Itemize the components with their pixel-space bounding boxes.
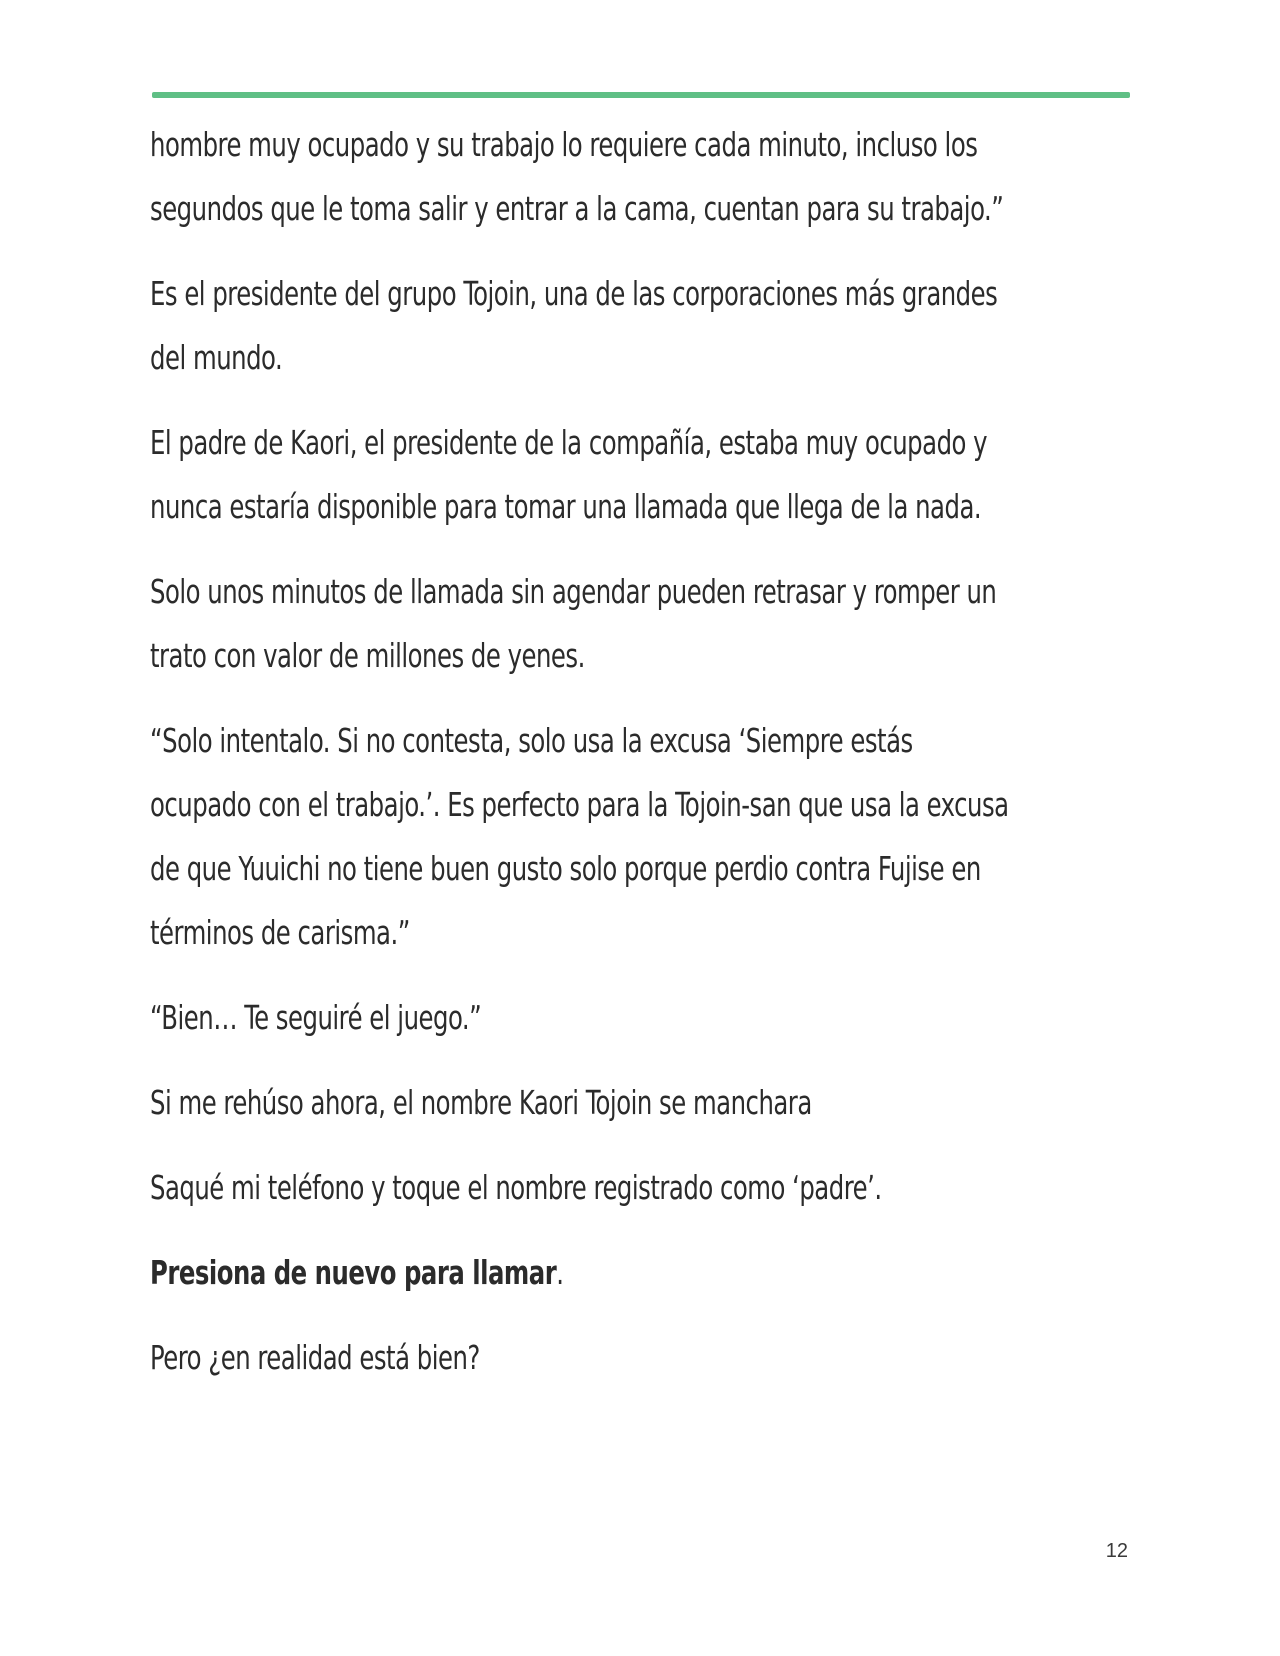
- paragraph: [150, 560, 1140, 688]
- body-text: [150, 113, 1140, 1411]
- text-line: del mundo.: [150, 338, 283, 377]
- text-line: hombre muy ocupado y su trabajo lo requiere cada minuto, incluso los: [150, 125, 978, 164]
- text-line: “Solo intentalo. Si no contesta, solo usa la excusa ‘Siempre estás: [150, 721, 913, 760]
- text-line: segundos que le toma salir y entrar a la cama, cuentan para su trabajo.”: [150, 189, 1004, 228]
- trailing-text: .: [556, 1253, 564, 1292]
- bold-text: Presiona de nuevo para llamar: [150, 1253, 557, 1292]
- paragraph-emphasis: [150, 1241, 1140, 1305]
- text-line: Saqué mi teléfono y toque el nombre registrado como ‘padre’.: [150, 1168, 882, 1207]
- page-number: 12: [1105, 1540, 1128, 1562]
- text-line: Pero ¿en realidad está bien?: [150, 1338, 480, 1377]
- text-line: El padre de Kaori, el presidente de la compañía, estaba muy ocupado y: [150, 423, 988, 462]
- paragraph: [150, 411, 1140, 539]
- paragraph: [150, 1326, 1140, 1390]
- paragraph: [150, 1071, 1140, 1135]
- text-line: términos de carisma.”: [150, 913, 410, 952]
- paragraph: [150, 1156, 1140, 1220]
- paragraph: [150, 262, 1140, 390]
- text-line: trato con valor de millones de yenes.: [150, 636, 585, 675]
- top-divider: [152, 92, 1130, 98]
- text-line: de que Yuuichi no tiene buen gusto solo porque perdio contra Fujise en: [150, 849, 981, 888]
- text-line: [150, 1241, 1140, 1305]
- text-line: Es el presidente del grupo Tojoin, una de las corporaciones más grandes: [150, 274, 998, 313]
- paragraph: [150, 709, 1140, 965]
- text-line: Solo unos minutos de llamada sin agendar pueden retrasar y romper un: [150, 572, 997, 611]
- paragraph: [150, 986, 1140, 1050]
- text-line: Si me rehúso ahora, el nombre Kaori Tojoin se manchara: [150, 1083, 812, 1122]
- text-line: nunca estaría disponible para tomar una llamada que llega de la nada.: [150, 487, 982, 526]
- text-line: “Bien… Te seguiré el juego.”: [150, 998, 482, 1037]
- text-line: ocupado con el trabajo.’. Es perfecto para la Tojoin-san que usa la excusa: [150, 785, 1009, 824]
- paragraph: [150, 113, 1140, 241]
